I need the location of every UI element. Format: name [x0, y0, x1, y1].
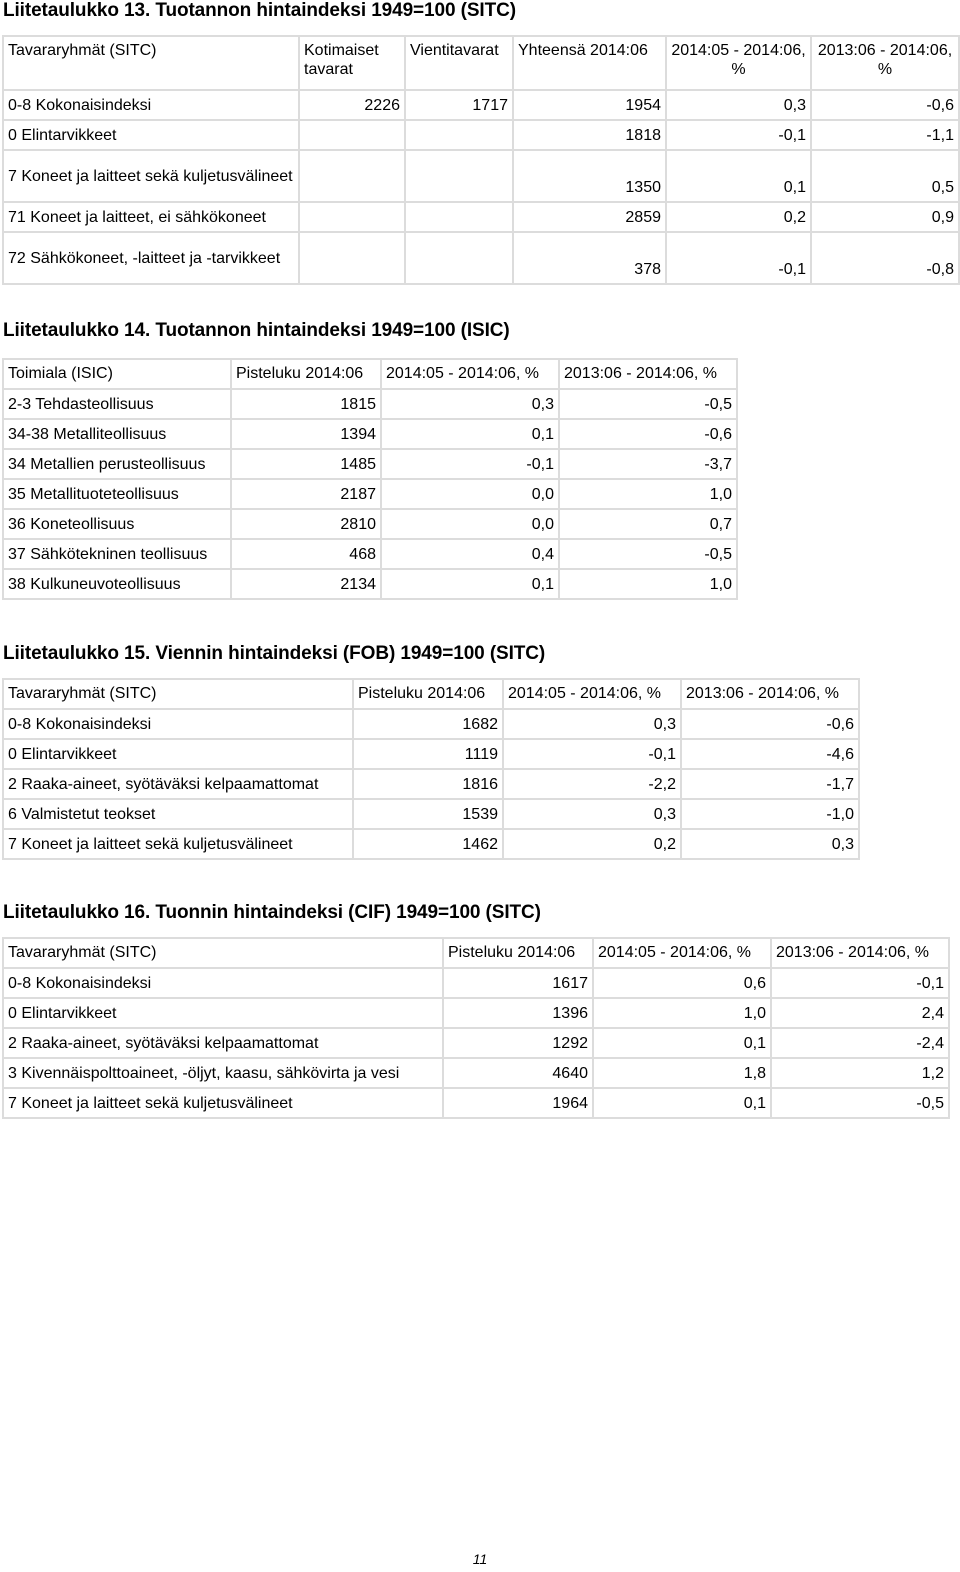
cell: 0,1 — [593, 1088, 771, 1118]
cell: 1119 — [353, 739, 503, 769]
cell: 0,0 — [381, 509, 559, 539]
cell: 1539 — [353, 799, 503, 829]
row-label: 3 Kivennäispolttoaineet, -öljyt, kaasu, sähkövirta ja vesi — [3, 1058, 443, 1088]
table-row — [3, 202, 959, 232]
header-cell: Tavararyhmät (SITC) — [3, 36, 299, 90]
cell: 2810 — [231, 509, 381, 539]
cell: -0,6 — [811, 90, 959, 120]
row-label: 36 Koneteollisuus — [3, 509, 231, 539]
table-13-title: Liitetaulukko 13. Tuotannon hintaindeksi 1949=100 (SITC) — [3, 0, 516, 21]
cell: -0,8 — [811, 232, 959, 284]
row-label: 0-8 Kokonaisindeksi — [3, 709, 353, 739]
cell: 1462 — [353, 829, 503, 859]
table-row — [3, 150, 959, 202]
table-15 — [2, 678, 860, 860]
row-label: 72 Sähkökoneet, -laitteet ja -tarvikkeet — [3, 232, 299, 284]
cell: 1485 — [231, 449, 381, 479]
row-label: 37 Sähkötekninen teollisuus — [3, 539, 231, 569]
header-cell: 2013:06 - 2014:06, % — [811, 36, 959, 90]
cell: 1350 — [513, 150, 666, 202]
header-cell: 2014:05 - 2014:06, % — [381, 359, 559, 389]
row-label: 6 Valmistetut teokset — [3, 799, 353, 829]
cell: -0,1 — [771, 968, 949, 998]
cell: -0,1 — [503, 739, 681, 769]
cell: -3,7 — [559, 449, 737, 479]
header-cell: 2014:05 - 2014:06, % — [666, 36, 811, 90]
cell: 0,2 — [503, 829, 681, 859]
cell: 0,1 — [666, 150, 811, 202]
row-label: 0 Elintarvikkeet — [3, 120, 299, 150]
cell: 0,3 — [381, 389, 559, 419]
cell: 1815 — [231, 389, 381, 419]
table-16 — [2, 937, 950, 1119]
table-header-row — [3, 359, 737, 389]
cell: 0,3 — [503, 709, 681, 739]
cell: 1818 — [513, 120, 666, 150]
cell: 1964 — [443, 1088, 593, 1118]
row-label: 71 Koneet ja laitteet, ei sähkökoneet — [3, 202, 299, 232]
cell — [299, 150, 405, 202]
cell: -0,6 — [681, 709, 859, 739]
table-row — [3, 968, 949, 998]
header-cell: Tavararyhmät (SITC) — [3, 938, 443, 968]
cell: -0,5 — [771, 1088, 949, 1118]
header-cell: Kotimaiset tavarat — [299, 36, 405, 90]
cell: -0,5 — [559, 389, 737, 419]
table-row — [3, 1058, 949, 1088]
cell: 0,3 — [681, 829, 859, 859]
cell: -2,4 — [771, 1028, 949, 1058]
table-row — [3, 1088, 949, 1118]
cell: 4640 — [443, 1058, 593, 1088]
row-label: 2 Raaka-aineet, syötäväksi kelpaamattomat — [3, 1028, 443, 1058]
table-row — [3, 739, 859, 769]
cell: -0,6 — [559, 419, 737, 449]
cell: 2226 — [299, 90, 405, 120]
table-header-row — [3, 938, 949, 968]
cell: 1954 — [513, 90, 666, 120]
cell: 0,1 — [381, 419, 559, 449]
table-row — [3, 449, 737, 479]
header-cell: 2013:06 - 2014:06, % — [681, 679, 859, 709]
row-label: 7 Koneet ja laitteet sekä kuljetusvälineet — [3, 829, 353, 859]
header-cell: Tavararyhmät (SITC) — [3, 679, 353, 709]
cell: -1,0 — [681, 799, 859, 829]
cell: 0,3 — [503, 799, 681, 829]
table-14-title: Liitetaulukko 14. Tuotannon hintaindeksi 1949=100 (ISIC) — [3, 320, 510, 341]
cell: -4,6 — [681, 739, 859, 769]
cell: 2,4 — [771, 998, 949, 1028]
header-cell: Toimiala (ISIC) — [3, 359, 231, 389]
cell: 0,5 — [811, 150, 959, 202]
cell: 0,1 — [593, 1028, 771, 1058]
table-16-title: Liitetaulukko 16. Tuonnin hintaindeksi (CIF) 1949=100 (SITC) — [3, 902, 541, 923]
header-cell: 2013:06 - 2014:06, % — [559, 359, 737, 389]
cell: 1,2 — [771, 1058, 949, 1088]
table-row — [3, 539, 737, 569]
cell — [405, 232, 513, 284]
cell: 1,0 — [593, 998, 771, 1028]
cell: -0,1 — [381, 449, 559, 479]
header-cell: Yhteensä 2014:06 — [513, 36, 666, 90]
row-label: 34 Metallien perusteollisuus — [3, 449, 231, 479]
header-cell: Pisteluku 2014:06 — [231, 359, 381, 389]
table-row — [3, 799, 859, 829]
table-header-row — [3, 679, 859, 709]
table-13 — [2, 35, 960, 285]
cell: 0,2 — [666, 202, 811, 232]
cell: -0,1 — [666, 120, 811, 150]
cell: 1394 — [231, 419, 381, 449]
cell: 1816 — [353, 769, 503, 799]
cell: 1396 — [443, 998, 593, 1028]
cell: 0,3 — [666, 90, 811, 120]
row-label: 0 Elintarvikkeet — [3, 998, 443, 1028]
table-row — [3, 389, 737, 419]
header-cell: Pisteluku 2014:06 — [353, 679, 503, 709]
table-row — [3, 232, 959, 284]
cell: 0,0 — [381, 479, 559, 509]
row-label: 2 Raaka-aineet, syötäväksi kelpaamattomat — [3, 769, 353, 799]
header-cell: Vientitavarat — [405, 36, 513, 90]
table-row — [3, 569, 737, 599]
header-cell: 2014:05 - 2014:06, % — [593, 938, 771, 968]
cell: 1617 — [443, 968, 593, 998]
table-row — [3, 829, 859, 859]
cell — [405, 150, 513, 202]
cell: -2,2 — [503, 769, 681, 799]
row-label: 2-3 Tehdasteollisuus — [3, 389, 231, 419]
cell: 0,6 — [593, 968, 771, 998]
cell: 2187 — [231, 479, 381, 509]
table-header-row — [3, 36, 959, 90]
cell — [405, 120, 513, 150]
row-label: 38 Kulkuneuvoteollisuus — [3, 569, 231, 599]
cell — [299, 202, 405, 232]
table-row — [3, 709, 859, 739]
page-number: 11 — [472, 1551, 488, 1567]
cell: 1682 — [353, 709, 503, 739]
cell: 1,8 — [593, 1058, 771, 1088]
cell: 1292 — [443, 1028, 593, 1058]
header-cell: Pisteluku 2014:06 — [443, 938, 593, 968]
cell: 0,9 — [811, 202, 959, 232]
cell: 1,0 — [559, 569, 737, 599]
cell: 0,1 — [381, 569, 559, 599]
cell: -0,5 — [559, 539, 737, 569]
table-row — [3, 998, 949, 1028]
table-row — [3, 1028, 949, 1058]
cell: -0,1 — [666, 232, 811, 284]
cell — [299, 232, 405, 284]
table-row — [3, 479, 737, 509]
cell: 2134 — [231, 569, 381, 599]
cell: -1,7 — [681, 769, 859, 799]
cell: 1717 — [405, 90, 513, 120]
row-label: 7 Koneet ja laitteet sekä kuljetusvälineet — [3, 150, 299, 202]
table-14 — [2, 358, 738, 600]
row-label: 35 Metallituoteteollisuus — [3, 479, 231, 509]
cell: 378 — [513, 232, 666, 284]
table-row — [3, 120, 959, 150]
table-row — [3, 419, 737, 449]
cell: -1,1 — [811, 120, 959, 150]
header-cell: 2014:05 - 2014:06, % — [503, 679, 681, 709]
cell: 468 — [231, 539, 381, 569]
row-label: 0-8 Kokonaisindeksi — [3, 968, 443, 998]
table-row — [3, 509, 737, 539]
table-row — [3, 90, 959, 120]
cell — [405, 202, 513, 232]
row-label: 0-8 Kokonaisindeksi — [3, 90, 299, 120]
table-row — [3, 769, 859, 799]
table-15-title: Liitetaulukko 15. Viennin hintaindeksi (FOB) 1949=100 (SITC) — [3, 643, 546, 664]
header-cell: 2013:06 - 2014:06, % — [771, 938, 949, 968]
row-label: 7 Koneet ja laitteet sekä kuljetusvälineet — [3, 1088, 443, 1118]
row-label: 0 Elintarvikkeet — [3, 739, 353, 769]
cell: 0,7 — [559, 509, 737, 539]
cell: 0,4 — [381, 539, 559, 569]
row-label: 34-38 Metalliteollisuus — [3, 419, 231, 449]
cell: 1,0 — [559, 479, 737, 509]
cell — [299, 120, 405, 150]
cell: 2859 — [513, 202, 666, 232]
